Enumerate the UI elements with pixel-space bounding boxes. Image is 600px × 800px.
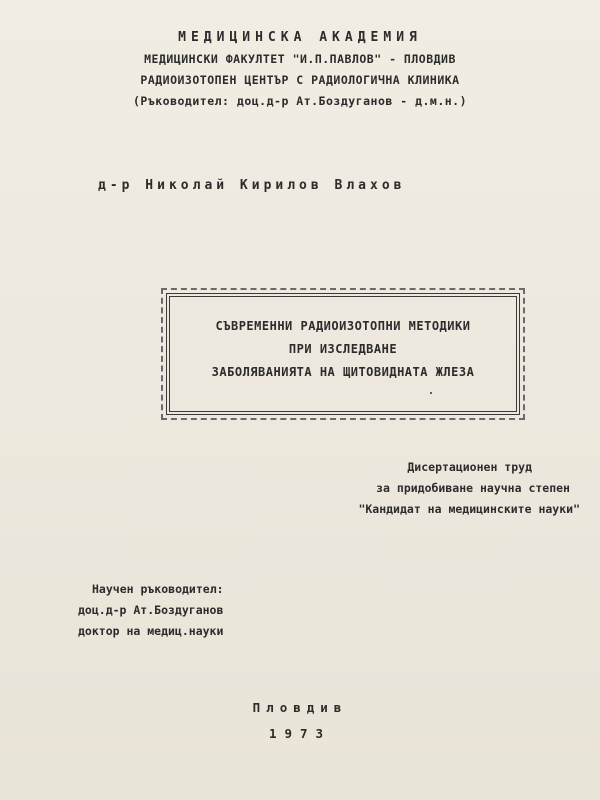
title-line-1: СЪВРЕМЕННИ РАДИОИЗОТОПНИ МЕТОДИКИ (215, 319, 471, 333)
supervisor-line-2: доц.д-р Ат.Боздуганов (78, 603, 224, 617)
center-name: РАДИОИЗОТОПЕН ЦЕНТЪР С РАДИОЛОГИЧНА КЛИНИКА (140, 73, 460, 87)
supervisor-block (78, 582, 224, 645)
author-name: д-р Николай Кирилов Влахов (98, 178, 406, 193)
faculty-name: МЕДИЦИНСКИ ФАКУЛТЕТ "И.П.ПАВЛОВ" - ПЛОВДИВ (144, 52, 456, 66)
city: Пловдив (252, 700, 348, 715)
academy-name: МЕДИЦИНСКА АКАДЕМИЯ (178, 30, 422, 45)
title-line-2: ПРИ ИЗСЛЕДВАНЕ (288, 342, 398, 356)
ink-dot (430, 392, 432, 394)
year: 1973 (268, 726, 332, 741)
dissertation-line-3: "Кандидат на медицинските науки" (358, 502, 580, 516)
dissertation-note (320, 460, 580, 523)
supervisor-line-1: Научен ръководител: (92, 582, 224, 596)
title-line-3: ЗАБОЛЯВАНИЯТА НА ЩИТОВИДНАТА ЖЛЕЗА (211, 365, 475, 379)
dissertation-line-1: Дисертационен труд (407, 460, 532, 474)
supervisor-line-3: доктор на медиц.науки (78, 624, 224, 638)
title-box (166, 293, 520, 415)
dissertation-line-2: за придобиване научна степен (376, 481, 570, 495)
center-head: (Ръководител: доц.д-р Ат.Боздуганов - д.м.н.) (132, 94, 468, 108)
